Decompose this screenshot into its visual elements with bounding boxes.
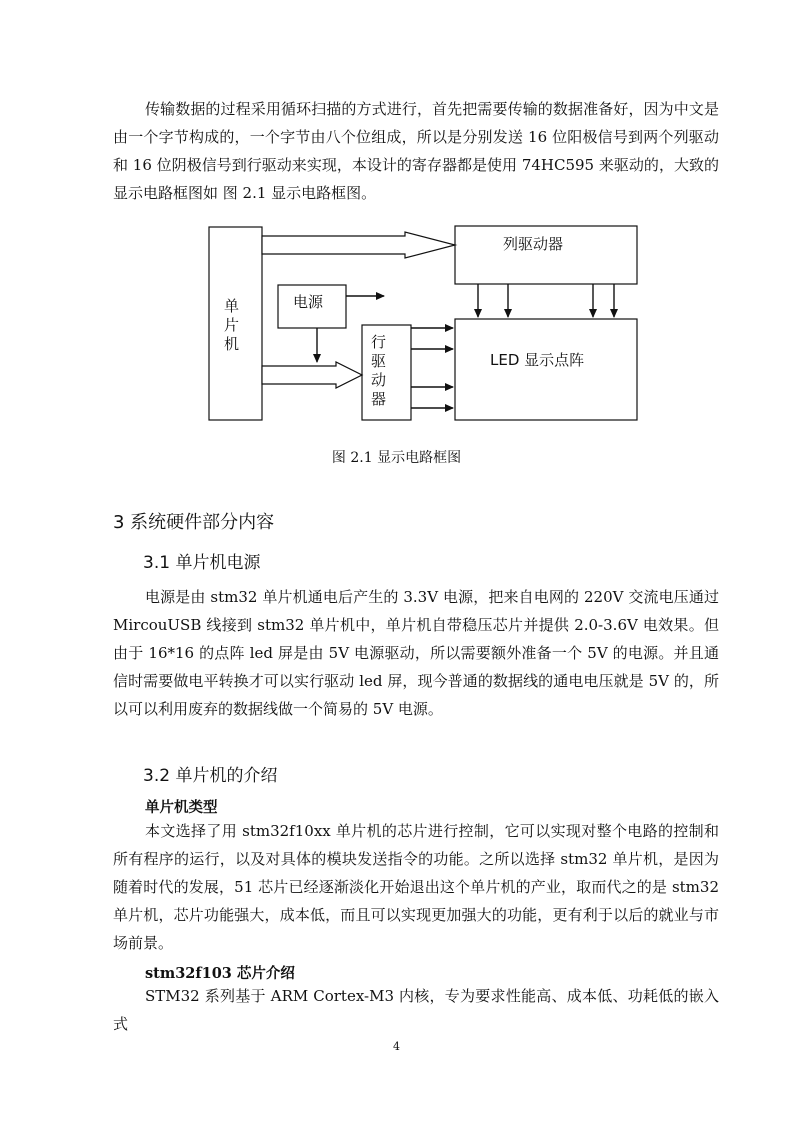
- subsection-stm32f103-title: stm32f103 芯片介绍: [145, 965, 295, 982]
- subsection-mcu-type-title: 单片机类型: [145, 799, 218, 816]
- row-driver-label-3: 动: [371, 371, 387, 389]
- mcu-label-3: 机: [224, 335, 240, 353]
- column-driver-label: 列驱动器: [503, 235, 564, 253]
- row-driver-label-2: 驱: [371, 352, 387, 370]
- section-3-2-title: 3.2 单片机的介绍: [143, 766, 278, 786]
- power-label: 电源: [293, 293, 324, 311]
- subsection-mcu-type-paragraph: 本文选择了用 stm32f10xx 单片机的芯片进行控制，它可以实现对整个电路的控制和所有程序的运行，以及对具体的模块发送指令的功能。之所以选择 stm32 单片机，是因为随着时代的发展，51 芯片已经逐渐淡化开始退出这个单片机的产业，取而代之的是 stm32 单片机，芯片功能强大，成本低，而且可以实现更加强大的功能，更有利于以后的就业与市场前景。: [113, 822, 719, 952]
- figure-caption: 图 2.1 显示电路框图: [331, 450, 462, 466]
- section-3-title: 3 系统硬件部分内容: [113, 512, 275, 533]
- subsection-stm32f103-paragraph: STM32 系列基于 ARM Cortex-M3 内核，专为要求性能高、成本低、功耗低的嵌入式: [113, 987, 719, 1033]
- mcu-label-2: 片: [224, 316, 240, 334]
- page-number: 4: [393, 1040, 400, 1053]
- mcu-to-row-driver-bus-arrow: [262, 362, 362, 388]
- mcu-label-1: 单: [224, 297, 240, 315]
- row-driver-label-1: 行: [371, 333, 387, 351]
- row-driver-block: [362, 325, 411, 420]
- display-circuit-block-diagram: [0, 0, 793, 440]
- mcu-to-column-driver-bus-arrow: [262, 232, 455, 258]
- row-driver-label-4: 器: [371, 390, 387, 408]
- led-matrix-label: LED 显示点阵: [490, 351, 585, 369]
- intro-paragraph: 传输数据的过程采用循环扫描的方式进行，首先把需要传输的数据准备好，因为中文是由一个字节构成的，一个字节由八个位组成，所以是分别发送 16 位阳极信号到两个列驱动和 16 位阴极信号到行驱动来实现，本设计的寄存器都是使用 74HC595 来驱动的，大致的显示电路框图如 图 2.1 显示电路框图。: [113, 100, 719, 202]
- section-3-1-title: 3.1 单片机电源: [143, 553, 261, 573]
- led-matrix-block: [455, 319, 637, 420]
- section-3-1-paragraph: 电源是由 stm32 单片机通电后产生的 3.3V 电源，把来自电网的 220V 交流电压通过 MircouUSB 线接到 stm32 单片机中，单片机自带稳压芯片并提供 2.0-3.6V 电效果。但由于 16*16 的点阵 led 屏是由 5V 电源驱动，所以需要额外准备一个 5V 的电源。并且通信时需要做电平转换才可以实行驱动 led 屏，现今普通的数据线的通电电压就是 5V 的，所以可以利用废弃的数据线做一个简易的 5V 电源。: [113, 588, 719, 718]
